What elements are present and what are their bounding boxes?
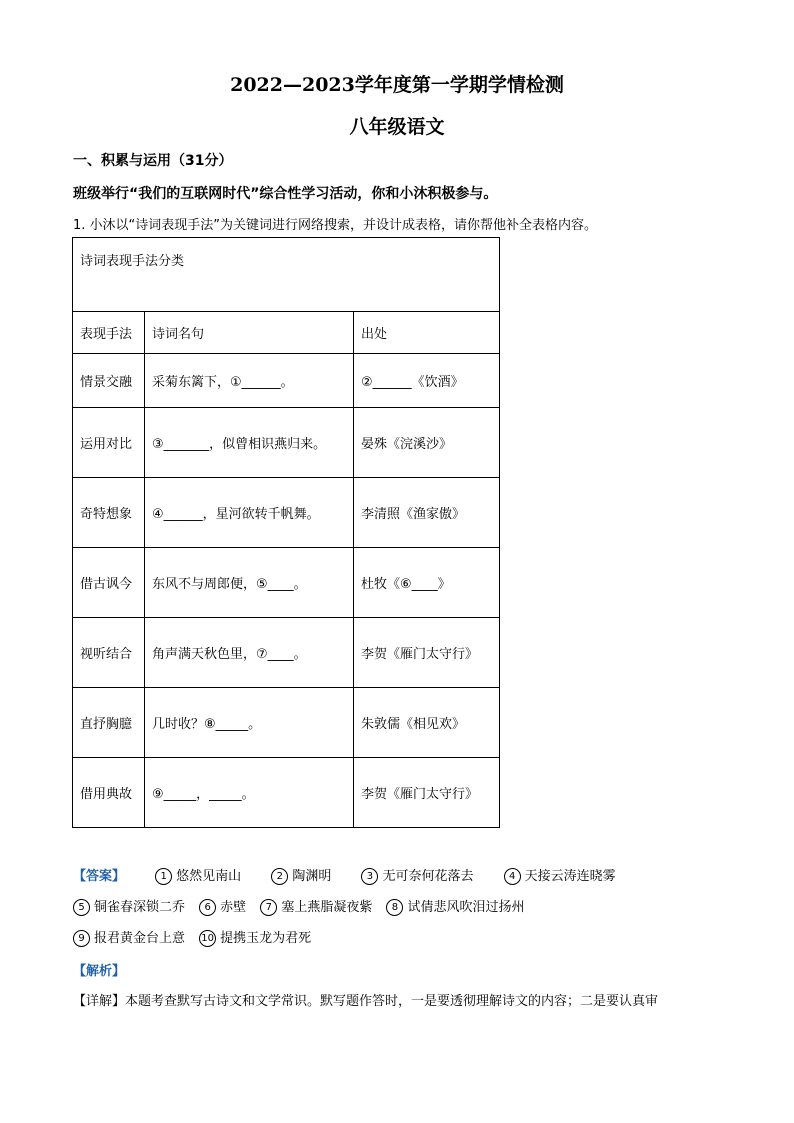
cell-technique: 奇特想象 (73, 478, 145, 548)
answer-line-1 (73, 865, 642, 885)
table-row (73, 548, 500, 618)
answer-number: 2 (271, 868, 288, 885)
cell-technique: 直抒胸臆 (73, 688, 145, 758)
cell-technique: 运用对比 (73, 408, 145, 478)
answer-number: 5 (73, 899, 90, 916)
cell-technique: 视听结合 (73, 618, 145, 688)
answer-item: 天接云涛连晓雾 (524, 869, 616, 884)
table-row (73, 408, 500, 478)
answer-label: 【答案】 (73, 869, 126, 884)
answer-item: 提携玉龙为君死 (220, 931, 312, 946)
answer-item: 铜雀春深锁二乔 (94, 900, 186, 915)
cell-verse: ③_______，似曾相识燕归来。 (145, 408, 354, 478)
cell-source: 杜牧《⑥____》 (354, 548, 500, 618)
answer-number: 4 (504, 868, 521, 885)
page-title: 2022—2023学年度第一学期学情检测 (230, 74, 564, 96)
answer-item: 报君黄金台上意 (94, 931, 186, 946)
cell-source: 李清照《渔家傲》 (354, 478, 500, 548)
answer-item: 试倩悲风吹泪过扬州 (407, 900, 525, 915)
answer-number: 10 (199, 930, 216, 947)
section-intro: 班级举行“我们的互联网时代”综合性学习活动，你和小沐积极参与。 (73, 186, 498, 202)
cell-source: 晏殊《浣溪沙》 (354, 408, 500, 478)
cell-source: 朱敦儒《相见欢》 (354, 688, 500, 758)
answer-line-2 (73, 896, 524, 916)
cell-verse: ⑨_____，_____。 (145, 758, 354, 828)
header-technique: 表现手法 (73, 312, 145, 354)
answer-item: 塞上燕脂凝夜紫 (281, 900, 373, 915)
page-subtitle: 八年级语文 (349, 116, 445, 138)
poetry-techniques-table (72, 237, 500, 828)
answer-item: 无可奈何花落去 (382, 869, 474, 884)
cell-source: ②______《饮酒》 (354, 354, 500, 408)
table-caption: 诗词表现手法分类 (73, 238, 500, 312)
header-verse: 诗词名句 (145, 312, 354, 354)
cell-source: 李贺《雁门太守行》 (354, 758, 500, 828)
cell-source: 李贺《雁门太守行》 (354, 618, 500, 688)
analysis-detail (73, 990, 658, 1009)
question-text: 1. 小沐以“诗词表现手法”为关键词进行网络搜索，并设计成表格，请你帮他补全表格内容。 (73, 218, 598, 233)
cell-verse: 采菊东篱下，①______。 (145, 354, 354, 408)
table-caption-row (73, 238, 500, 312)
analysis-label: 【解析】 (73, 964, 126, 979)
answer-number: 1 (155, 868, 172, 885)
answer-item: 陶渊明 (292, 869, 332, 884)
cell-verse: 几时收？⑧_____。 (145, 688, 354, 758)
answer-item: 赤壁 (220, 900, 247, 915)
answer-number: 6 (199, 899, 216, 916)
detail-label: 【详解】 (73, 994, 126, 1009)
cell-technique: 情景交融 (73, 354, 145, 408)
table-row (73, 478, 500, 548)
section-heading: 一、积累与运用（31分） (73, 153, 233, 169)
answer-number: 3 (361, 868, 378, 885)
answer-number: 9 (73, 930, 90, 947)
table-row (73, 354, 500, 408)
table-row (73, 688, 500, 758)
answer-item: 悠然见南山 (176, 869, 242, 884)
cell-technique: 借古讽今 (73, 548, 145, 618)
header-source: 出处 (354, 312, 500, 354)
cell-verse: 角声满天秋色里，⑦____。 (145, 618, 354, 688)
table-row (73, 758, 500, 828)
detail-text: 本题考查默写古诗文和文学常识。默写题作答时，一是要透彻理解诗文的内容；二是要认真审 (125, 994, 659, 1009)
answer-number: 8 (386, 899, 403, 916)
table-row (73, 618, 500, 688)
answer-number: 7 (260, 899, 277, 916)
answer-line-3 (73, 927, 311, 947)
cell-verse: 东风不与周郎便，⑤____。 (145, 548, 354, 618)
table-header-row (73, 312, 500, 354)
cell-technique: 借用典故 (73, 758, 145, 828)
cell-verse: ④______，星河欲转千帆舞。 (145, 478, 354, 548)
